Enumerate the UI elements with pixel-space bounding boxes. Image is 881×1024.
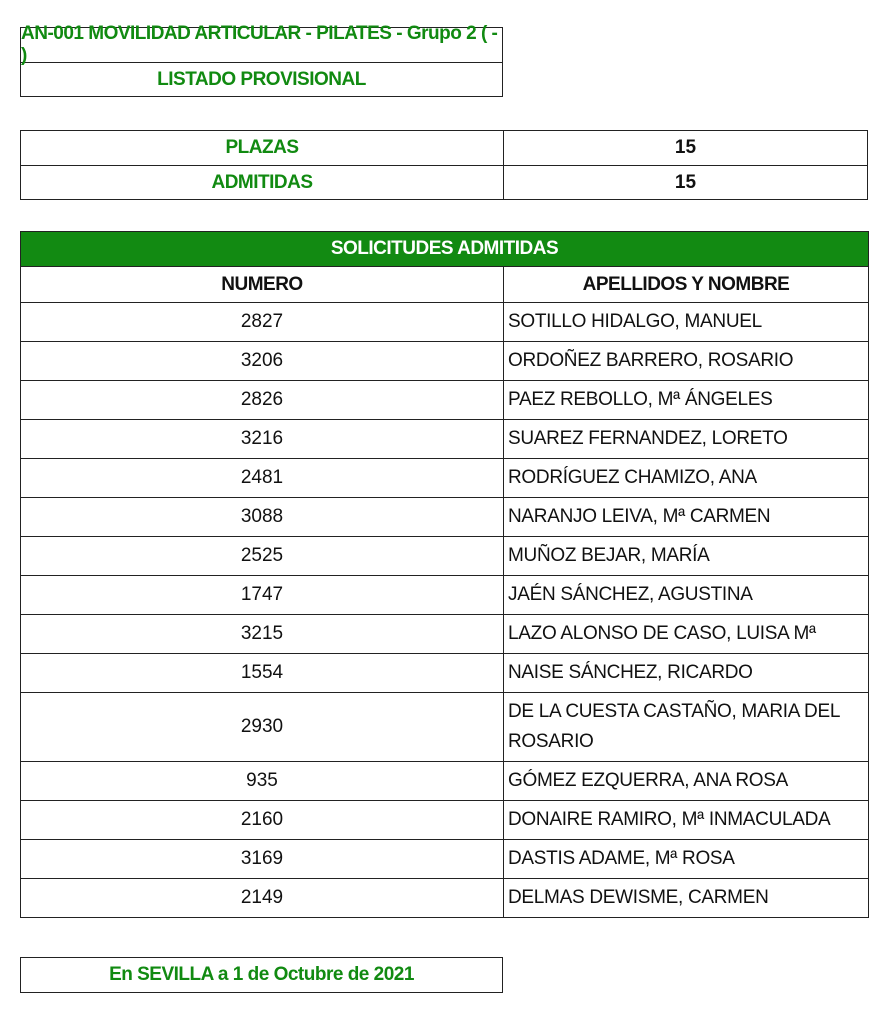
column-header-number: NUMERO: [21, 267, 504, 302]
row-number: 2930: [21, 693, 504, 761]
list-body: [21, 303, 868, 917]
stats-row-plazas: [21, 131, 867, 165]
table-row: [21, 381, 868, 420]
row-number: 2827: [21, 303, 504, 341]
table-row: [21, 576, 868, 615]
row-name: NARANJO LEIVA, Mª CARMEN: [508, 506, 771, 527]
row-number: 2149: [21, 879, 504, 917]
row-number: 3169: [21, 840, 504, 878]
table-row: [21, 693, 868, 762]
row-name: DASTIS ADAME, Mª ROSA: [508, 848, 735, 869]
table-row: [21, 498, 868, 537]
course-title: AN-001 MOVILIDAD ARTICULAR - PILATES - Grupo 2 ( - ): [21, 23, 498, 66]
table-row: [21, 342, 868, 381]
row-number: 3216: [21, 420, 504, 458]
row-name: SOTILLO HIDALGO, MANUEL: [508, 311, 762, 332]
row-number: 2525: [21, 537, 504, 575]
table-row: [21, 537, 868, 576]
row-name: ORDOÑEZ BARRERO, ROSARIO: [508, 350, 794, 371]
row-number: 2160: [21, 801, 504, 839]
admitidas-value: 15: [674, 172, 697, 193]
row-name: DE LA CUESTA CASTAÑO, MARIA DEL ROSARIO: [508, 701, 840, 752]
row-number: 2826: [21, 381, 504, 419]
row-number: 3206: [21, 342, 504, 380]
list-header-row: [21, 267, 868, 303]
plazas-label: PLAZAS: [21, 131, 504, 165]
row-name: DELMAS DEWISME, CARMEN: [508, 887, 769, 908]
row-name: SUAREZ FERNANDEZ, LORETO: [508, 428, 788, 449]
plazas-value: 15: [674, 137, 697, 158]
column-header-name: APELLIDOS Y NOMBRE: [582, 273, 790, 295]
row-name: GÓMEZ EZQUERRA, ANA ROSA: [508, 770, 788, 791]
table-row: [21, 654, 868, 693]
table-row: [21, 303, 868, 342]
table-row: [21, 762, 868, 801]
row-name: PAEZ REBOLLO, Mª ÁNGELES: [508, 389, 773, 410]
row-number: 2481: [21, 459, 504, 497]
admitidas-label: ADMITIDAS: [21, 166, 504, 200]
table-row: [21, 615, 868, 654]
row-name: JAÉN SÁNCHEZ, AGUSTINA: [508, 584, 753, 605]
row-name: NAISE SÁNCHEZ, RICARDO: [508, 662, 753, 683]
row-name: DONAIRE RAMIRO, Mª INMACULADA: [508, 809, 831, 830]
list-status: LISTADO PROVISIONAL: [21, 62, 502, 97]
row-number: 935: [21, 762, 504, 800]
admitted-list-table: [20, 231, 869, 918]
row-number: 1554: [21, 654, 504, 692]
table-row: [21, 459, 868, 498]
row-name: LAZO ALONSO DE CASO, LUISA Mª: [508, 623, 816, 644]
stats-table: [20, 130, 868, 200]
stats-row-admitidas: [21, 165, 867, 200]
table-row: [21, 840, 868, 879]
table-row: [21, 801, 868, 840]
list-banner: SOLICITUDES ADMITIDAS: [21, 232, 868, 267]
footer-date: En SEVILLA a 1 de Octubre de 2021: [20, 957, 503, 993]
row-number: 1747: [21, 576, 504, 614]
row-number: 3088: [21, 498, 504, 536]
row-number: 3215: [21, 615, 504, 653]
header-box: [20, 23, 503, 97]
row-name: RODRÍGUEZ CHAMIZO, ANA: [508, 467, 757, 488]
table-row: [21, 420, 868, 459]
table-row: [21, 879, 868, 917]
row-name: MUÑOZ BEJAR, MARÍA: [508, 545, 710, 566]
